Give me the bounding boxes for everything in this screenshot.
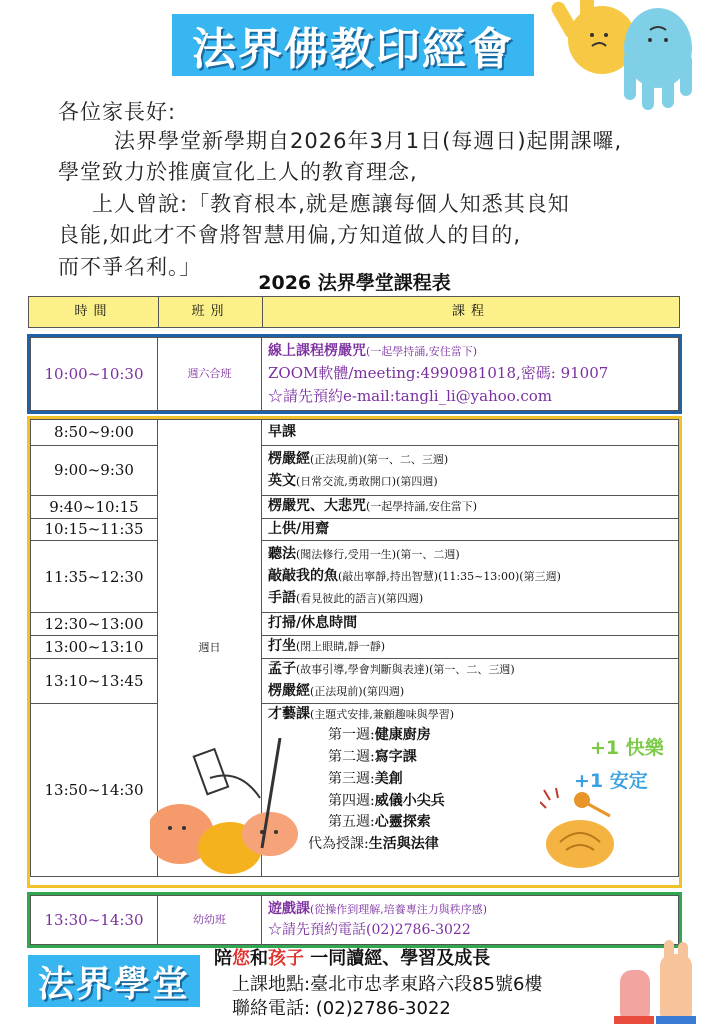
row-course xyxy=(262,541,679,613)
week-label: 第五週: xyxy=(328,814,375,831)
row-course xyxy=(262,613,679,636)
course-note: (閉上眼睛,靜一靜) xyxy=(296,640,386,654)
row-time: 9:40~10:15 xyxy=(31,496,158,519)
online-section xyxy=(27,334,682,414)
arts-time: 13:50~14:30 xyxy=(31,703,158,876)
row-course xyxy=(262,658,679,703)
letter-greeting: 各位家長好: xyxy=(58,100,177,124)
table-row xyxy=(31,518,679,541)
course-note: (正法現前)(第四週) xyxy=(310,684,405,698)
page-title: 法界佛教印經會 xyxy=(192,24,514,75)
course-title: 早課 xyxy=(268,423,296,440)
course-note: (看見彼此的語言)(第四週) xyxy=(296,591,424,605)
kids-course xyxy=(262,896,679,945)
zoom-info: ZOOM軟體/meeting:4990981018,密碼: 91007 xyxy=(268,364,609,382)
schedule-title: 2026 法界學堂課程表 xyxy=(258,272,451,294)
header-time: 時間 xyxy=(29,297,159,328)
row-time: 12:30~13:00 xyxy=(31,613,158,636)
blue-hand-icon xyxy=(624,8,692,110)
week-label: 代為授課: xyxy=(308,835,369,852)
plus-calm-label: +1 安定 xyxy=(574,770,648,792)
row-time: 8:50~9:00 xyxy=(31,420,158,446)
row-course xyxy=(262,496,679,519)
online-course-note: (一起學持誦,安住當下) xyxy=(366,345,478,358)
online-time: 10:00~10:30 xyxy=(31,338,158,411)
course-title: 打掃/休息時間 xyxy=(268,615,358,632)
week-label: 第三週: xyxy=(328,770,375,787)
letter-line-1: 法界學堂新學期自2026年3月1日(每週日)起開課囉, xyxy=(114,129,623,153)
row-course xyxy=(262,518,679,541)
kids-time: 13:30~14:30 xyxy=(31,896,158,945)
table-row xyxy=(31,613,679,636)
course-note: (敲出寧靜,持出智慧)(11:35~13:00)(第三週) xyxy=(338,570,561,584)
week-label: 第二週: xyxy=(328,749,375,766)
course-title: 敲敲我的魚 xyxy=(268,568,338,585)
row-course xyxy=(262,636,679,659)
kids-course-note: (從操作到理解,培養專注力與秩序感) xyxy=(310,903,488,916)
online-course-title: 線上課程楞嚴咒 xyxy=(268,343,366,359)
week-topic: 美創 xyxy=(374,770,403,787)
course-title: 上供/用齋 xyxy=(268,520,330,537)
row-time: 13:00~13:10 xyxy=(31,636,158,659)
table-row xyxy=(31,420,679,446)
footer-slogan: 陪您和孩子 一同讀經、學習及成長 xyxy=(214,948,491,969)
row-time: 10:15~11:35 xyxy=(31,518,158,541)
table-row xyxy=(31,636,679,659)
hands-illustration xyxy=(540,0,709,110)
row-course xyxy=(262,420,679,446)
course-note: (日常交流,勇敢開口)(第四週) xyxy=(296,474,438,488)
week-topic: 生活與法律 xyxy=(368,835,439,852)
sunday-class: 週日 xyxy=(158,420,262,877)
online-class: 週六合班 xyxy=(158,338,262,411)
week-topic: 威儀小尖兵 xyxy=(374,792,445,809)
row-course xyxy=(262,446,679,496)
header-course: 課程 xyxy=(263,297,680,328)
course-title: 聽法 xyxy=(268,546,296,563)
kids-course-title: 遊戲課 xyxy=(268,901,310,917)
week-topic: 健康廚房 xyxy=(374,727,431,744)
course-note: (聞法修行,受用一生)(第一、二週) xyxy=(296,548,460,562)
header-class: 班別 xyxy=(159,297,263,328)
row-time: 11:35~12:30 xyxy=(31,541,158,613)
raised-hands-icon xyxy=(600,940,709,1024)
course-title: 楞嚴經 xyxy=(268,682,310,699)
kids-art-illustration xyxy=(150,738,330,878)
week-topic: 寫字課 xyxy=(374,749,417,766)
week-label: 第四週: xyxy=(328,792,375,809)
course-title: 孟子 xyxy=(268,661,296,678)
table-row xyxy=(31,446,679,496)
email-booking: ☆請先預約e-mail:tangli_li@yahoo.com xyxy=(268,386,552,405)
arts-note: (主題式安排,兼顧趣味與學習) xyxy=(310,707,455,721)
table-row xyxy=(31,541,679,613)
kids-class: 幼幼班 xyxy=(158,896,262,945)
course-note: (故事引導,學會判斷與表達)(第一、二、三週) xyxy=(296,663,515,677)
course-note: (一起學持誦,安住當下) xyxy=(366,500,478,513)
course-title: 楞嚴咒、大悲咒 xyxy=(268,498,366,514)
plus-happy-label: +1 快樂 xyxy=(590,737,664,759)
table-row xyxy=(31,496,679,519)
course-title: 英文 xyxy=(268,472,296,489)
schedule-header xyxy=(28,296,680,328)
kids-section xyxy=(27,892,682,948)
header-banner xyxy=(172,14,534,76)
course-title: 打坐 xyxy=(268,638,296,655)
online-course xyxy=(262,338,679,411)
week-topic: 心靈探索 xyxy=(374,814,431,831)
letter-line-5: 而不爭名利。」 xyxy=(58,255,202,279)
phone-booking: ☆請先預約電話(02)2786-3022 xyxy=(268,922,471,938)
footer-brand: 法界學堂 xyxy=(37,963,190,1005)
row-time: 9:00~9:30 xyxy=(31,446,158,496)
footer-phone: 聯絡電話: (02)2786-3022 xyxy=(232,998,451,1019)
letter-line-2: 學堂致力於推廣宣化上人的教育理念, xyxy=(58,160,418,184)
footer-brand-banner xyxy=(28,955,200,1007)
footer-address: 上課地點:臺北市忠孝東路六段85號6樓 xyxy=(232,974,543,995)
wooden-fish-icon xyxy=(540,786,620,870)
letter-line-4: 良能,如此才不會將智慧用偏,方知道做人的目的, xyxy=(58,223,522,247)
course-note: (正法現前)(第一、二、三週) xyxy=(310,452,449,466)
table-row xyxy=(31,658,679,703)
yellow-hand-icon xyxy=(549,0,636,74)
course-title: 楞嚴經 xyxy=(268,450,310,467)
row-time: 13:10~13:45 xyxy=(31,658,158,703)
letter-line-3: 上人曾說:「教育根本,就是應讓每個人知悉其良知 xyxy=(92,192,570,216)
arts-title: 才藝課 xyxy=(268,705,310,722)
week-label: 第一週: xyxy=(328,727,375,744)
course-title: 手語 xyxy=(268,589,296,606)
